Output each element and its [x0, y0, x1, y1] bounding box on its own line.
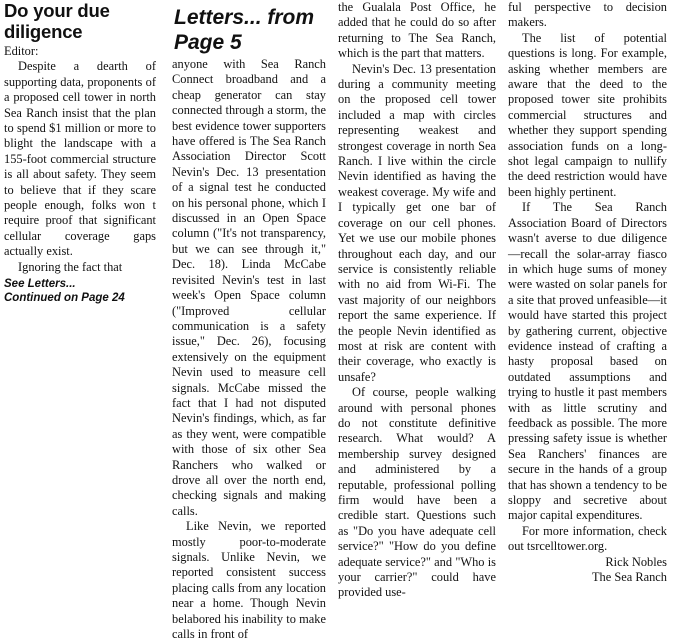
paragraph: For more information, check out tsrcelltower.org. [508, 523, 667, 554]
signature-name: Rick Nobles [605, 554, 667, 569]
paragraph: ful perspective to decision makers. [508, 0, 667, 30]
column-3 [338, 0, 496, 601]
paragraph: Of course, people walking around with personal phones do not constitute definitive research. What would? A membership survey designed and administered by a reputable, professional polling firm would have been a credible start. Questions such as "Do you have adequate cell service?" "How do you define adequate service?" and "Who is your carrier?" could have provided use- [338, 385, 496, 600]
paragraph: the Gualala Post Office, he added that he could do so after returning to The Sea Ranch, which is the part that matters. [338, 0, 496, 61]
column-2 [172, 0, 326, 642]
continued-on-page[interactable]: Continued on Page 24 [4, 292, 125, 305]
signature-place: The Sea Ranch [591, 570, 667, 585]
paragraph: Ignoring the fact that [18, 259, 123, 274]
paragraph: The list of potential questions is long. For example, asking whether members are aware that the deed to the proposed tower site prohibits commercial structures and whether they support spending association funds on a long-shot legal campaign to nullify the deed restriction would have been highly pertinent. [508, 30, 667, 199]
paragraph: Like Nevin, we reported mostly poor-to-moderate signals. Unlike Nevin, we reported consistent success placing calls from any location near a home. Though Nevin belabored his inability to make calls in front of [172, 519, 326, 642]
paragraph: If The Sea Ranch Association Board of Directors wasn't averse to due diligence—recall the solar-array fiasco in which huge sums of money were wasted on solar panels for a site that proved unfeasible—it would have started this project by gathering current, objective evidence instead of crafting a hasty proposal based on outdated assumptions and trying to hustle it past members with as little scrutiny and feedback as possible. The more pressing safety issue is whether Sea Ranchers' finances are secure in the hands of a group that has shown a tendency to be sloppy and secretive about major capital expenditures. [508, 200, 667, 523]
continuation-heading: Letters... from Page 5 [174, 6, 315, 54]
headline: Do your due diligence [4, 0, 110, 42]
see-letters-link[interactable]: See Letters... [4, 278, 76, 291]
column-1 [4, 0, 156, 305]
paragraph: anyone with Sea Ranch Connect broadband and a cheap generator can stay connected through a storm, the best evidence tower supporters have offered is The Sea Ranch Association Director Scott Nevin's Dec. 13 presentation of a signal test he conducted on his personal phone, which I discussed in an Open Space column ("It's not transparency, but we can see through it," Dec. 18). Linda McCabe revisited Nevin's test in last week's Open Space column ("Improved cellular communication is a safety issue," Dec. 26), focusing extensively on the equipment Nevin used to measure cell signals. McCabe missed the fact that I had not disputed Nevin's findings, which, as far as they went, were compatible with those of six other Sea Ranchers who walked or drove all over the north end, checking signals and making calls. [172, 57, 326, 518]
paragraph: Despite a dearth of supporting data, proponents of a proposed cell tower in north Sea Ranch insist that the plan to spend $1 million or more to blight the landscape with a 155-foot commercial structure is all about safety. They seem to believe that if they scare people enough, folks won t require proof that significant cellular coverage gaps actually exist. [4, 59, 156, 259]
paragraph: Nevin's Dec. 13 presentation during a community meeting on the proposed cell tower included a map with circles representing weakest and strongest coverage in north Sea Ranch. I live within the circle Nevin identified as having the weakest coverage. My wife and I typically get one bar of coverage on our cell phones. Yet we use our mobile phones throughout each day, and our service is consistently reliable with no aid from Wi-Fi. The vast majority of our neighbors report the same experience. If the people Nevin identified as most at risk are content with their coverage, who exactly is unsafe? [338, 61, 496, 384]
salutation: Editor: [4, 44, 39, 58]
column-4 [508, 0, 667, 585]
